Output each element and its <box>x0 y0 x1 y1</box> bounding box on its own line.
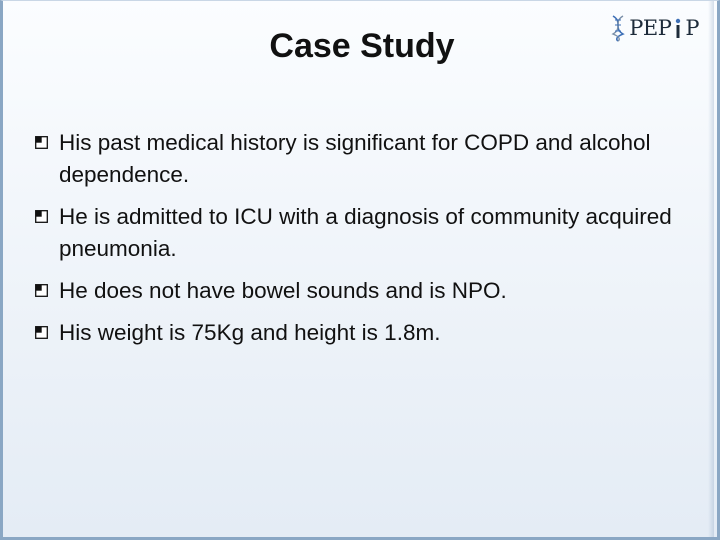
bullet-text: His past medical history is significant for COPD and alcohol dependence. <box>59 130 651 187</box>
square-bullet-icon <box>35 326 48 339</box>
logo <box>610 13 699 43</box>
slide-title-text: Case Study <box>269 27 455 65</box>
bullet-item <box>33 127 713 191</box>
bullet-item <box>33 201 713 265</box>
dna-helix-icon <box>610 14 626 42</box>
square-bullet-icon <box>35 210 48 223</box>
logo-text-pep: PEP <box>629 16 672 40</box>
bullet-text: His weight is 75Kg and height is 1.8m. <box>59 320 441 345</box>
square-bullet-icon <box>35 284 48 297</box>
logo-i-glyph-icon <box>674 16 682 40</box>
bullet-item <box>33 275 713 307</box>
bullet-item <box>33 317 713 349</box>
bullet-text: He does not have bowel sounds and is NPO. <box>59 278 507 303</box>
bullet-text: He is admitted to ICU with a diagnosis of community acquired pneumonia. <box>59 204 672 261</box>
bullet-list <box>33 127 713 359</box>
square-bullet-icon <box>35 136 48 149</box>
logo-text-p: P <box>685 16 699 40</box>
